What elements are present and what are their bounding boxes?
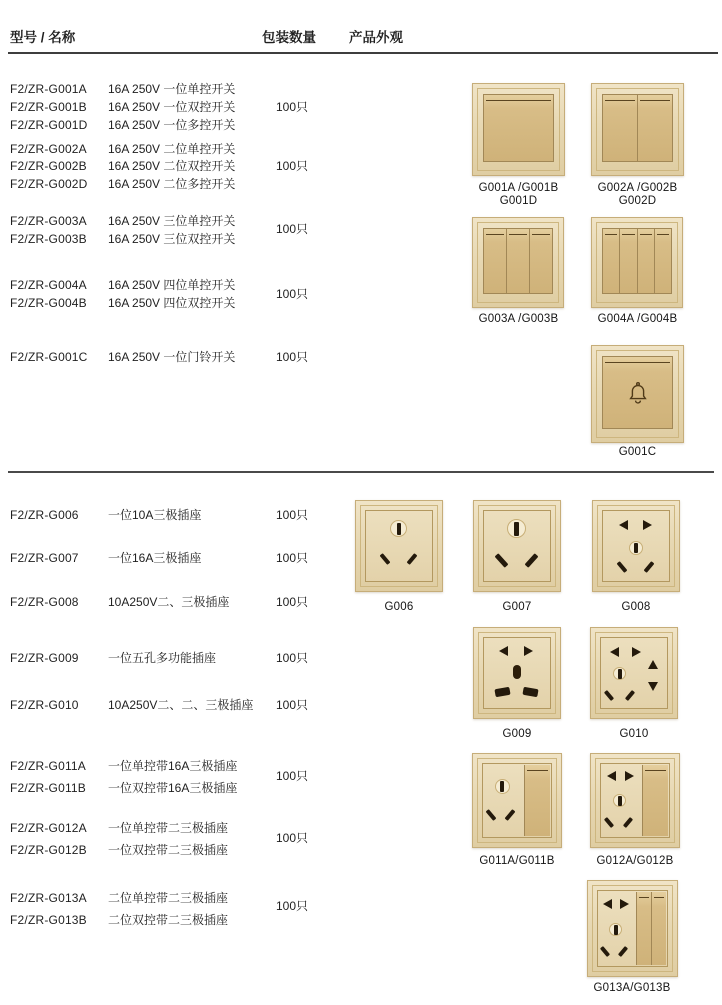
pack-quantity: 100只	[276, 159, 309, 173]
socket-3pin-with-switch-icon	[482, 763, 552, 838]
table-row	[10, 841, 228, 859]
model-description: 16A 250V 四位单控开关	[108, 278, 236, 292]
table-row	[10, 696, 253, 714]
switch-rocker-icon	[651, 892, 666, 965]
product-caption-g013: G013A/G013B	[593, 982, 671, 994]
table-row	[10, 889, 228, 907]
table-row	[10, 819, 228, 837]
table-row	[10, 506, 201, 524]
product-caption-g001c: G001C	[618, 446, 657, 458]
model-description: 一位双控带16A三极插座	[108, 781, 238, 795]
socket-3pin-16a-icon	[483, 510, 551, 582]
product-photo-g007	[473, 500, 561, 592]
column-header-appearance: 产品外观	[349, 30, 403, 45]
switch-rocker-icon	[602, 228, 672, 294]
product-photo-g010	[590, 627, 678, 719]
table-row	[10, 276, 235, 294]
switch-rocker-icon	[483, 228, 553, 294]
product-photo-g012	[590, 753, 680, 848]
product-photo-g009	[473, 627, 561, 719]
model-description: 16A 250V 三位单控开关	[108, 214, 236, 228]
socket-2-2-3pin-icon	[600, 637, 668, 709]
pack-quantity: 100只	[276, 831, 309, 845]
model-code: F2/ZR-G011B	[10, 781, 86, 795]
model-description: 16A 250V 一位门铃开关	[108, 350, 236, 364]
table-row	[10, 294, 235, 312]
section-divider	[8, 471, 714, 473]
model-code: F2/ZR-G006	[10, 508, 79, 522]
table-row	[10, 212, 235, 230]
table-row	[10, 230, 235, 248]
pack-quantity: 100只	[276, 100, 309, 114]
model-code: F2/ZR-G008	[10, 595, 79, 609]
table-row	[10, 779, 237, 797]
table-row	[10, 116, 235, 134]
pack-quantity: 100只	[276, 899, 309, 913]
model-code: F2/ZR-G009	[10, 651, 79, 665]
model-description: 10A250V二、二、三极插座	[108, 698, 254, 712]
model-code: F2/ZR-G010	[10, 698, 79, 712]
product-caption-g002: G002A /G002B G002D	[597, 182, 678, 207]
model-code: F2/ZR-G013A	[10, 891, 87, 905]
model-code: F2/ZR-G002A	[10, 142, 87, 156]
pack-quantity: 100只	[276, 222, 309, 236]
model-description: 16A 250V 一位多控开关	[108, 118, 236, 132]
product-photo-g011	[472, 753, 562, 848]
product-caption-g008: G008	[621, 601, 651, 613]
model-description: 一位单控带二三极插座	[108, 821, 229, 835]
table-row	[10, 157, 235, 175]
socket-5hole-with-2switch-icon	[597, 890, 668, 967]
product-caption-g009: G009	[502, 728, 532, 740]
table-row	[10, 911, 228, 929]
product-caption-g012: G012A/G012B	[596, 855, 674, 867]
table-row	[10, 140, 235, 158]
product-caption-g007: G007	[502, 601, 532, 613]
product-photo-g004	[591, 217, 683, 308]
table-row	[10, 757, 237, 775]
switch-rocker-icon	[483, 94, 554, 162]
product-photo-g002	[591, 83, 684, 176]
pack-quantity: 100只	[276, 551, 309, 565]
model-code: F2/ZR-G004A	[10, 278, 87, 292]
socket-multifunction-icon	[483, 637, 551, 709]
pack-quantity: 100只	[276, 698, 309, 712]
model-code: F2/ZR-G002D	[10, 177, 88, 191]
switch-rocker-icon	[636, 892, 651, 965]
doorbell-switch-icon	[602, 356, 673, 429]
pack-quantity: 100只	[276, 508, 309, 522]
switch-rocker-icon	[642, 765, 668, 836]
model-description: 一位五孔多功能插座	[108, 651, 217, 665]
switch-rocker-icon	[602, 94, 673, 162]
model-code: F2/ZR-G007	[10, 551, 79, 565]
product-photo-g001c	[591, 345, 684, 443]
model-description: 16A 250V 二位多控开关	[108, 177, 236, 191]
column-header-quantity: 包装数量	[262, 30, 316, 45]
table-row	[10, 175, 235, 193]
table-row	[10, 549, 201, 567]
model-description: 一位16A三极插座	[108, 551, 202, 565]
model-code: F2/ZR-G003A	[10, 214, 87, 228]
model-description: 二位双控带二三极插座	[108, 913, 229, 927]
pack-quantity: 100只	[276, 769, 309, 783]
socket-5hole-with-switch-icon	[600, 763, 670, 838]
product-caption-g003: G003A /G003B	[478, 313, 559, 325]
product-photo-g006	[355, 500, 443, 592]
product-photo-g013	[587, 880, 678, 977]
pack-quantity: 100只	[276, 595, 309, 609]
product-photo-g001	[472, 83, 565, 176]
model-code: F2/ZR-G003B	[10, 232, 87, 246]
pack-quantity: 100只	[276, 287, 309, 301]
product-caption-g004: G004A /G004B	[597, 313, 678, 325]
model-description: 一位单控带16A三极插座	[108, 759, 238, 773]
model-code: F2/ZR-G001D	[10, 118, 88, 132]
model-description: 二位单控带二三极插座	[108, 891, 229, 905]
model-description: 16A 250V 一位单控开关	[108, 82, 236, 96]
switch-rocker-icon	[524, 765, 550, 836]
table-row	[10, 348, 235, 366]
column-header-model: 型号 / 名称	[10, 30, 76, 45]
product-caption-g010: G010	[619, 728, 649, 740]
model-description: 10A250V二、三极插座	[108, 595, 230, 609]
table-row	[10, 80, 235, 98]
bell-icon	[603, 379, 672, 410]
table-row	[10, 593, 229, 611]
model-code: F2/ZR-G012B	[10, 843, 87, 857]
socket-5hole-icon	[602, 510, 670, 582]
pack-quantity: 100只	[276, 651, 309, 665]
model-code: F2/ZR-G012A	[10, 821, 87, 835]
product-caption-g006: G006	[384, 601, 414, 613]
model-code: F2/ZR-G002B	[10, 159, 87, 173]
socket-3pin-icon	[365, 510, 433, 582]
model-description: 16A 250V 二位单控开关	[108, 142, 236, 156]
product-photo-g003	[472, 217, 564, 308]
model-description: 16A 250V 一位双控开关	[108, 100, 236, 114]
model-description: 16A 250V 三位双控开关	[108, 232, 236, 246]
pack-quantity: 100只	[276, 350, 309, 364]
table-row	[10, 649, 216, 667]
model-code: F2/ZR-G001C	[10, 350, 88, 364]
product-photo-g008	[592, 500, 680, 592]
product-caption-g011: G011A/G011B	[479, 855, 555, 867]
model-code: F2/ZR-G011A	[10, 759, 86, 773]
header-rule	[8, 52, 718, 54]
model-description: 16A 250V 二位双控开关	[108, 159, 236, 173]
model-description: 一位双控带二三极插座	[108, 843, 229, 857]
model-code: F2/ZR-G013B	[10, 913, 87, 927]
model-code: F2/ZR-G004B	[10, 296, 87, 310]
table-row	[10, 98, 235, 116]
model-code: F2/ZR-G001B	[10, 100, 87, 114]
model-code: F2/ZR-G001A	[10, 82, 87, 96]
product-caption-g001: G001A /G001B G001D	[478, 182, 559, 207]
model-description: 一位10A三极插座	[108, 508, 202, 522]
model-description: 16A 250V 四位双控开关	[108, 296, 236, 310]
